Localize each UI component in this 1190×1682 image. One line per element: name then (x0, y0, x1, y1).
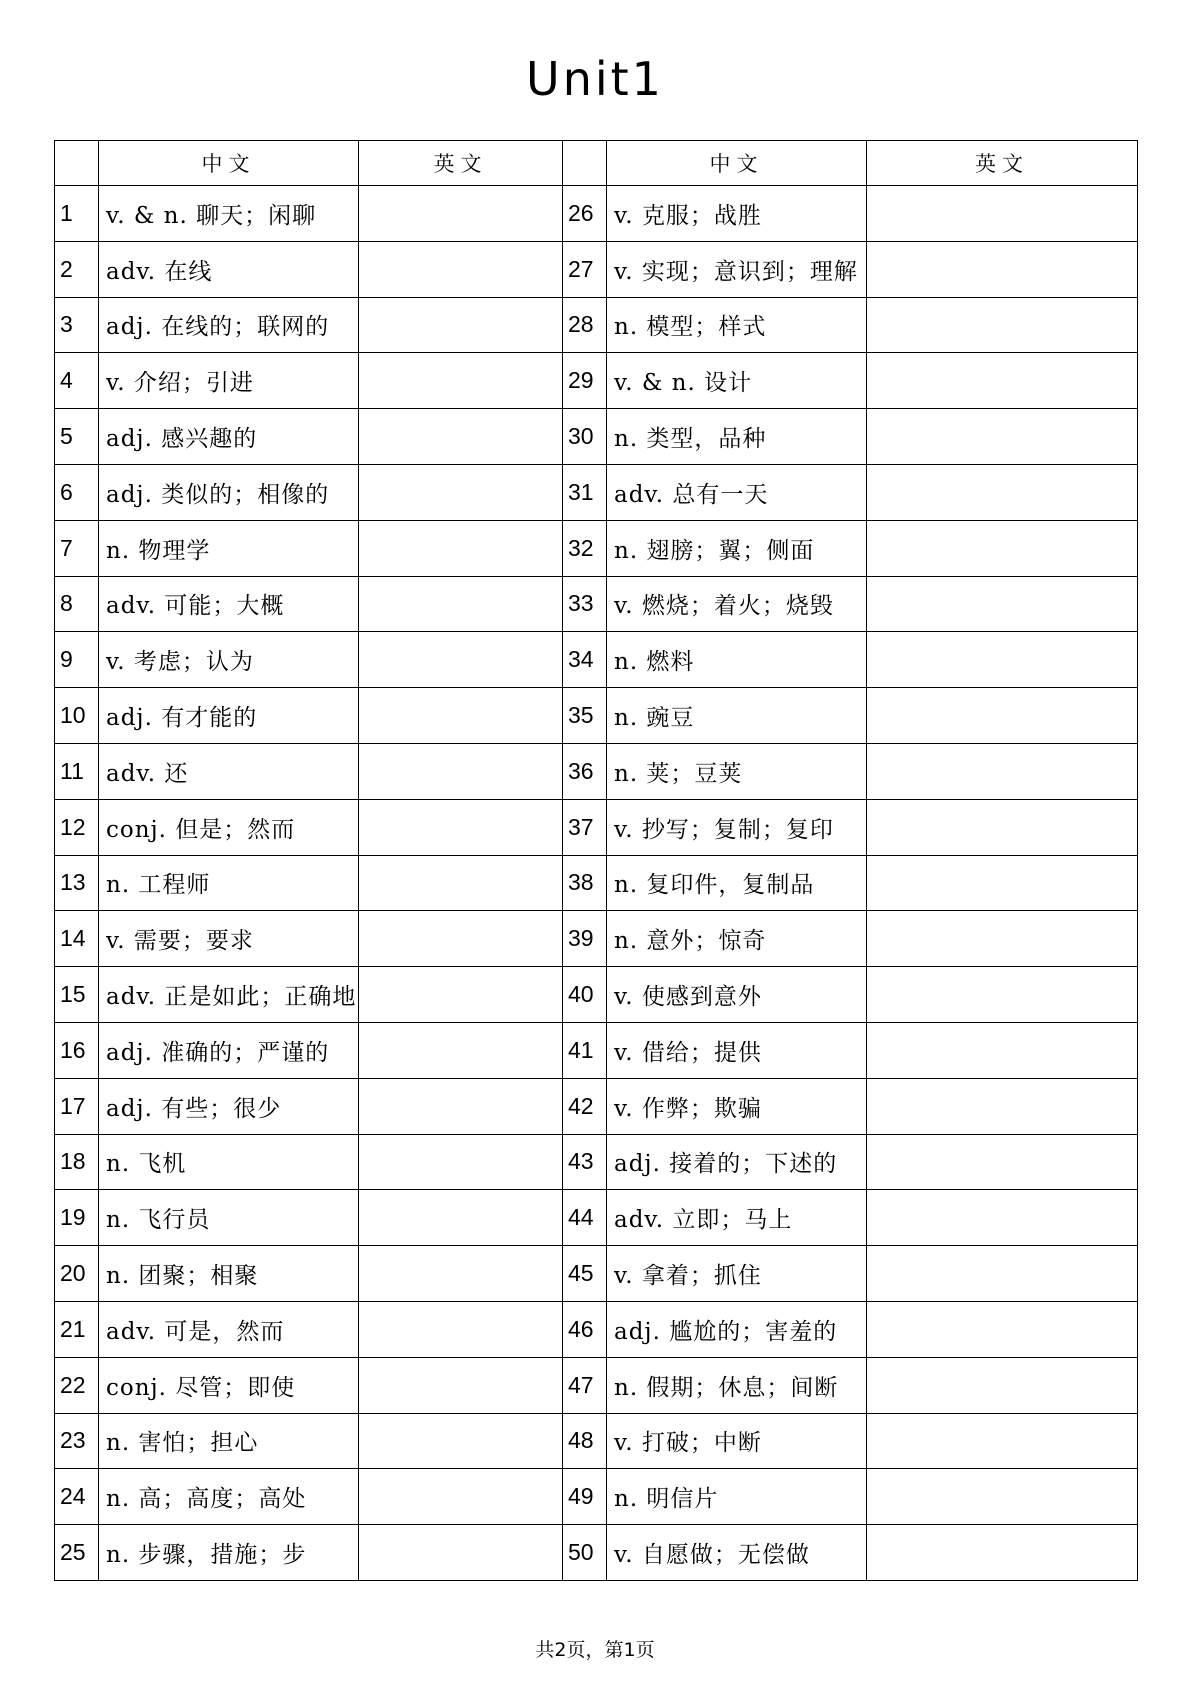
item-number: 34 (563, 632, 607, 688)
header-chinese: 中文 (99, 141, 359, 186)
english-answer-blank[interactable] (867, 1413, 1138, 1469)
english-answer-blank[interactable] (867, 1301, 1138, 1357)
item-number: 42 (563, 1078, 607, 1134)
page-title: Unit1 (526, 52, 664, 106)
item-number: 9 (55, 632, 99, 688)
item-number: 5 (55, 409, 99, 465)
item-number: 6 (55, 464, 99, 520)
item-number: 30 (563, 409, 607, 465)
table-row (55, 576, 1138, 632)
chinese-meaning: conj. 但是；然而 (99, 799, 359, 855)
chinese-meaning: adj. 准确的；严谨的 (99, 1022, 359, 1078)
chinese-meaning: v. 燃烧；着火；烧毁 (607, 576, 867, 632)
item-number: 44 (563, 1190, 607, 1246)
chinese-meaning: v. 考虑；认为 (99, 632, 359, 688)
chinese-meaning: n. 复印件，复制品 (607, 855, 867, 911)
item-number: 21 (55, 1301, 99, 1357)
item-number: 17 (55, 1078, 99, 1134)
chinese-meaning: adj. 尴尬的；害羞的 (607, 1301, 867, 1357)
english-answer-blank[interactable] (867, 241, 1138, 297)
item-number: 47 (563, 1357, 607, 1413)
item-number: 41 (563, 1022, 607, 1078)
english-answer-blank[interactable] (867, 409, 1138, 465)
item-number: 15 (55, 967, 99, 1023)
table-row (55, 1413, 1138, 1469)
english-answer-blank[interactable] (867, 911, 1138, 967)
english-answer-blank[interactable] (359, 576, 563, 632)
chinese-meaning: n. 荚；豆荚 (607, 743, 867, 799)
english-answer-blank[interactable] (359, 855, 563, 911)
table-row (55, 241, 1138, 297)
english-answer-blank[interactable] (867, 1525, 1138, 1581)
header-chinese: 中文 (607, 141, 867, 186)
item-number: 46 (563, 1301, 607, 1357)
chinese-meaning: adj. 接着的；下述的 (607, 1134, 867, 1190)
item-number: 19 (55, 1190, 99, 1246)
vocabulary-table (54, 140, 1138, 1581)
item-number: 29 (563, 353, 607, 409)
chinese-meaning: adj. 在线的；联网的 (99, 297, 359, 353)
item-number: 37 (563, 799, 607, 855)
header-english: 英文 (359, 141, 563, 186)
table-row (55, 1078, 1138, 1134)
english-answer-blank[interactable] (359, 799, 563, 855)
english-answer-blank[interactable] (359, 353, 563, 409)
item-number: 36 (563, 743, 607, 799)
item-number: 22 (55, 1357, 99, 1413)
header-english: 英文 (867, 141, 1138, 186)
chinese-meaning: conj. 尽管；即使 (99, 1357, 359, 1413)
chinese-meaning: n. 燃料 (607, 632, 867, 688)
english-answer-blank[interactable] (867, 1190, 1138, 1246)
chinese-meaning: v. 借给；提供 (607, 1022, 867, 1078)
english-answer-blank[interactable] (359, 911, 563, 967)
item-number: 28 (563, 297, 607, 353)
table-row (55, 1022, 1138, 1078)
chinese-meaning: v. 实现；意识到；理解 (607, 241, 867, 297)
item-number: 43 (563, 1134, 607, 1190)
english-answer-blank[interactable] (867, 464, 1138, 520)
english-answer-blank[interactable] (867, 353, 1138, 409)
table-header-row (55, 141, 1138, 186)
chinese-meaning: n. 类型，品种 (607, 409, 867, 465)
chinese-meaning: n. 飞行员 (99, 1190, 359, 1246)
item-number: 23 (55, 1413, 99, 1469)
chinese-meaning: adv. 总有一天 (607, 464, 867, 520)
table-row (55, 743, 1138, 799)
item-number: 50 (563, 1525, 607, 1581)
item-number: 1 (55, 186, 99, 242)
item-number: 18 (55, 1134, 99, 1190)
chinese-meaning: v. 使感到意外 (607, 967, 867, 1023)
table-row (55, 353, 1138, 409)
english-answer-blank[interactable] (359, 241, 563, 297)
item-number: 48 (563, 1413, 607, 1469)
table-row (55, 1525, 1138, 1581)
chinese-meaning: n. 步骤，措施；步 (99, 1525, 359, 1581)
english-answer-blank[interactable] (867, 576, 1138, 632)
item-number: 39 (563, 911, 607, 967)
chinese-meaning: v. 抄写；复制；复印 (607, 799, 867, 855)
english-answer-blank[interactable] (867, 520, 1138, 576)
chinese-meaning: adj. 类似的；相像的 (99, 464, 359, 520)
english-answer-blank[interactable] (359, 1357, 563, 1413)
table-row (55, 409, 1138, 465)
item-number: 8 (55, 576, 99, 632)
item-number: 2 (55, 241, 99, 297)
english-answer-blank[interactable] (359, 464, 563, 520)
chinese-meaning: n. 工程师 (99, 855, 359, 911)
table-row (55, 1357, 1138, 1413)
item-number: 49 (563, 1469, 607, 1525)
english-answer-blank[interactable] (359, 1022, 563, 1078)
english-answer-blank[interactable] (867, 632, 1138, 688)
english-answer-blank[interactable] (359, 1078, 563, 1134)
chinese-meaning: n. 飞机 (99, 1134, 359, 1190)
chinese-meaning: n. 团聚；相聚 (99, 1246, 359, 1302)
chinese-meaning: n. 翅膀；翼；侧面 (607, 520, 867, 576)
english-answer-blank[interactable] (359, 1469, 563, 1525)
english-answer-blank[interactable] (359, 520, 563, 576)
table-row (55, 1301, 1138, 1357)
table-row (55, 297, 1138, 353)
page-footer: 共2页，第1页 (535, 1639, 655, 1661)
item-number: 7 (55, 520, 99, 576)
table-row (55, 967, 1138, 1023)
english-answer-blank[interactable] (359, 1190, 563, 1246)
chinese-meaning: n. 模型；样式 (607, 297, 867, 353)
item-number: 14 (55, 911, 99, 967)
english-answer-blank[interactable] (867, 967, 1138, 1023)
table-row (55, 632, 1138, 688)
english-answer-blank[interactable] (867, 688, 1138, 744)
chinese-meaning: n. 豌豆 (607, 688, 867, 744)
item-number: 26 (563, 186, 607, 242)
english-answer-blank[interactable] (867, 799, 1138, 855)
table-row (55, 1134, 1138, 1190)
item-number: 45 (563, 1246, 607, 1302)
chinese-meaning: adv. 在线 (99, 241, 359, 297)
item-number: 35 (563, 688, 607, 744)
english-answer-blank[interactable] (867, 1022, 1138, 1078)
english-answer-blank[interactable] (359, 186, 563, 242)
english-answer-blank[interactable] (359, 409, 563, 465)
english-answer-blank[interactable] (867, 1469, 1138, 1525)
table-row (55, 911, 1138, 967)
chinese-meaning: adv. 正是如此；正确地 (99, 967, 359, 1023)
header-number (55, 141, 99, 186)
chinese-meaning: adj. 感兴趣的 (99, 409, 359, 465)
table-row (55, 464, 1138, 520)
english-answer-blank[interactable] (359, 1246, 563, 1302)
chinese-meaning: n. 物理学 (99, 520, 359, 576)
item-number: 27 (563, 241, 607, 297)
item-number: 31 (563, 464, 607, 520)
chinese-meaning: adv. 立即；马上 (607, 1190, 867, 1246)
english-answer-blank[interactable] (359, 1134, 563, 1190)
table-row (55, 1190, 1138, 1246)
chinese-meaning: adv. 可是，然而 (99, 1301, 359, 1357)
item-number: 3 (55, 297, 99, 353)
item-number: 32 (563, 520, 607, 576)
item-number: 16 (55, 1022, 99, 1078)
chinese-meaning: v. & n. 设计 (607, 353, 867, 409)
item-number: 24 (55, 1469, 99, 1525)
item-number: 33 (563, 576, 607, 632)
item-number: 25 (55, 1525, 99, 1581)
item-number: 20 (55, 1246, 99, 1302)
english-answer-blank[interactable] (867, 743, 1138, 799)
english-answer-blank[interactable] (867, 1357, 1138, 1413)
english-answer-blank[interactable] (867, 297, 1138, 353)
english-answer-blank[interactable] (359, 297, 563, 353)
table-row (55, 520, 1138, 576)
table-row (55, 1469, 1138, 1525)
chinese-meaning: adv. 还 (99, 743, 359, 799)
english-answer-blank[interactable] (867, 186, 1138, 242)
chinese-meaning: v. & n. 聊天；闲聊 (99, 186, 359, 242)
english-answer-blank[interactable] (867, 1078, 1138, 1134)
english-answer-blank[interactable] (359, 1301, 563, 1357)
chinese-meaning: v. 需要；要求 (99, 911, 359, 967)
english-answer-blank[interactable] (867, 1246, 1138, 1302)
table-row (55, 186, 1138, 242)
item-number: 38 (563, 855, 607, 911)
header-number (563, 141, 607, 186)
chinese-meaning: v. 克服；战胜 (607, 186, 867, 242)
item-number: 13 (55, 855, 99, 911)
english-answer-blank[interactable] (867, 855, 1138, 911)
item-number: 10 (55, 688, 99, 744)
chinese-meaning: adj. 有才能的 (99, 688, 359, 744)
chinese-meaning: v. 打破；中断 (607, 1413, 867, 1469)
chinese-meaning: v. 拿着；抓住 (607, 1246, 867, 1302)
english-answer-blank[interactable] (359, 688, 563, 744)
chinese-meaning: adv. 可能；大概 (99, 576, 359, 632)
item-number: 4 (55, 353, 99, 409)
table-row (55, 799, 1138, 855)
chinese-meaning: n. 意外；惊奇 (607, 911, 867, 967)
item-number: 40 (563, 967, 607, 1023)
english-answer-blank[interactable] (359, 1413, 563, 1469)
chinese-meaning: n. 高；高度；高处 (99, 1469, 359, 1525)
english-answer-blank[interactable] (359, 1525, 563, 1581)
english-answer-blank[interactable] (359, 632, 563, 688)
table-row (55, 855, 1138, 911)
table-row (55, 688, 1138, 744)
item-number: 11 (55, 743, 99, 799)
chinese-meaning: n. 明信片 (607, 1469, 867, 1525)
english-answer-blank[interactable] (359, 743, 563, 799)
chinese-meaning: v. 自愿做；无偿做 (607, 1525, 867, 1581)
item-number: 12 (55, 799, 99, 855)
chinese-meaning: n. 害怕；担心 (99, 1413, 359, 1469)
chinese-meaning: n. 假期；休息；间断 (607, 1357, 867, 1413)
chinese-meaning: v. 作弊；欺骗 (607, 1078, 867, 1134)
english-answer-blank[interactable] (867, 1134, 1138, 1190)
english-answer-blank[interactable] (359, 967, 563, 1023)
table-row (55, 1246, 1138, 1302)
chinese-meaning: adj. 有些；很少 (99, 1078, 359, 1134)
chinese-meaning: v. 介绍；引进 (99, 353, 359, 409)
